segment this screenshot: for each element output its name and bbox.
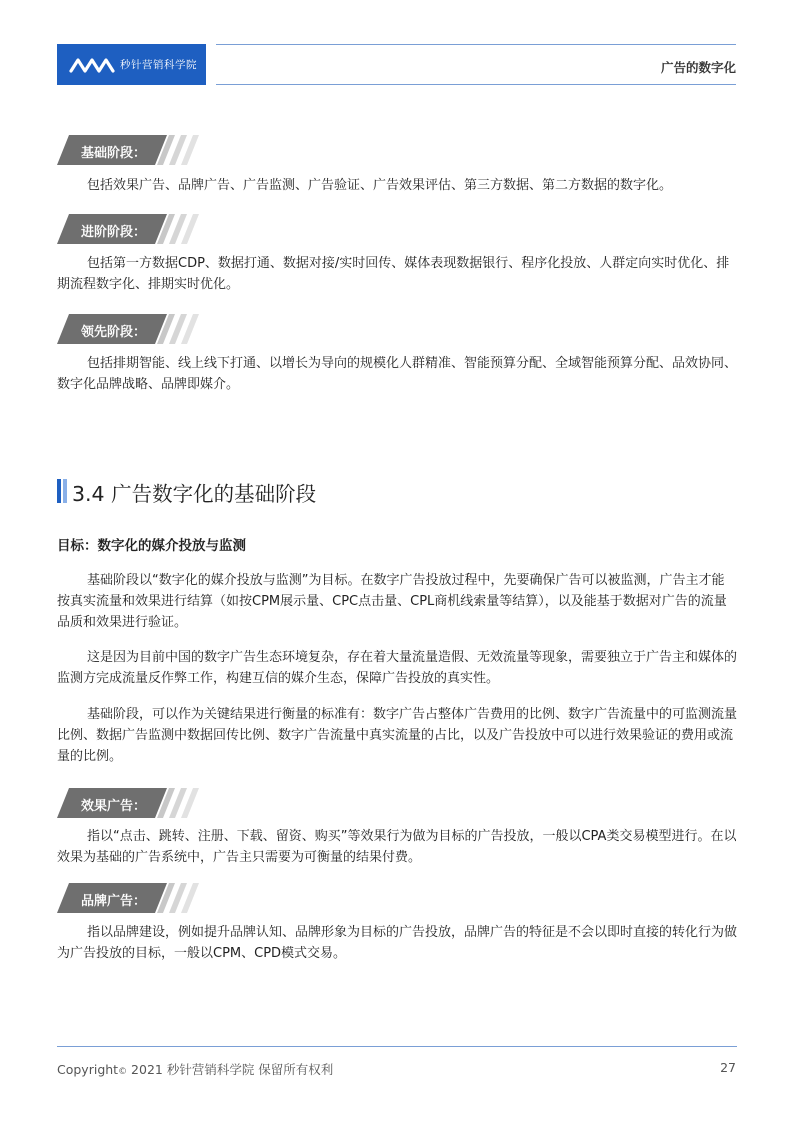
paragraph-basic: 包括效果广告、品牌广告、广告监测、广告验证、广告效果评估、第三方数据、第二方数据的数字化。 [87,178,673,193]
header-rule-bottom [216,84,736,85]
paragraph-advanced: 包括第一方数据CDP、数据打通、数据对接/实时回传、媒体表现数据银行、程序化投放、人群定向实时优化、排期流程数字化、排期实时优化。 [57,256,730,292]
footer-rule [57,1046,737,1047]
logo-text: 秒针营销科学院 [120,59,197,71]
tag-advanced-stage [57,214,207,244]
stripes-decoration [157,135,207,165]
paragraph-intro: 基础阶段以“数字化的媒介投放与监测”为目标。在数字广告投放过程中，先要确保广告可以被监测，广告主才能按真实流量和效果进行结算（如按CPM展示量、CPC点击量、CPL商机线索量等结算），以及能基于数据对广告的流量品质和效果进行验证。 [57,573,727,630]
tag-label: 领先阶段： [81,325,147,340]
tag-label: 效果广告： [81,799,147,814]
logo-icon [69,55,115,75]
paragraph-brand: 指以品牌建设，例如提升品牌认知、品牌形象为目标的广告投放，品牌广告的特征是不会以即时直接的转化行为做为广告投放的目标，一般以CPM、CPD模式交易。 [57,925,738,961]
tag-brand-ads [57,883,207,913]
stripes-decoration [157,883,207,913]
section-marker [57,479,61,503]
tag-leading-stage [57,314,207,344]
tag-performance-ads [57,788,207,818]
stripes-decoration [157,788,207,818]
paragraph-metrics: 基础阶段，可以作为关键结果进行衡量的标准有：数字广告占整体广告费用的比例、数字广告流量中的可监测流量比例、数据广告监测中数据回传比例、数字广告流量中真实流量的占比，以及广告投放中可以进行效果验证的费用或流量的比例。 [57,707,738,764]
page-number: 27 [720,1060,736,1075]
stripes-decoration [157,314,207,344]
header-title: 广告的数字化 [660,60,736,75]
header-logo [57,44,206,85]
section-title: 3.4 广告数字化的基础阶段 [72,482,317,506]
footer-copyright [57,1060,333,1078]
tag-label: 品牌广告： [81,894,147,909]
section-marker-light [63,479,67,503]
subheading: 目标：数字化的媒介投放与监测 [57,538,246,554]
paragraph-performance: 指以“点击、跳转、注册、下载、留资、购买”等效果行为做为目标的广告投放，一般以CPA类交易模型进行。在以效果为基础的广告系统中，广告主只需要为可衡量的结果付费。 [57,829,737,865]
paragraph-reason: 这是因为目前中国的数字广告生态环境复杂，存在着大量流量造假、无效流量等现象，需要独立于广告主和媒体的监测方完成流量反作弊工作，构建互信的媒介生态，保障广告投放的真实性。 [57,650,738,686]
tag-basic-stage [57,135,207,165]
copyright-symbol: © [118,1067,128,1077]
tag-label: 基础阶段： [81,146,147,161]
tag-label: 进阶阶段： [81,225,147,240]
copyright-prefix: Copyright [57,1062,119,1077]
copyright-text: 2021 秒针营销科学院 保留所有权利 [127,1062,334,1077]
stripes-decoration [157,214,207,244]
paragraph-leading: 包括排期智能、线上线下打通、以增长为导向的规模化人群精准、智能预算分配、全域智能预算分配、品效协同、数字化品牌战略、品牌即媒介。 [57,356,738,392]
header-rule-top [216,44,736,45]
